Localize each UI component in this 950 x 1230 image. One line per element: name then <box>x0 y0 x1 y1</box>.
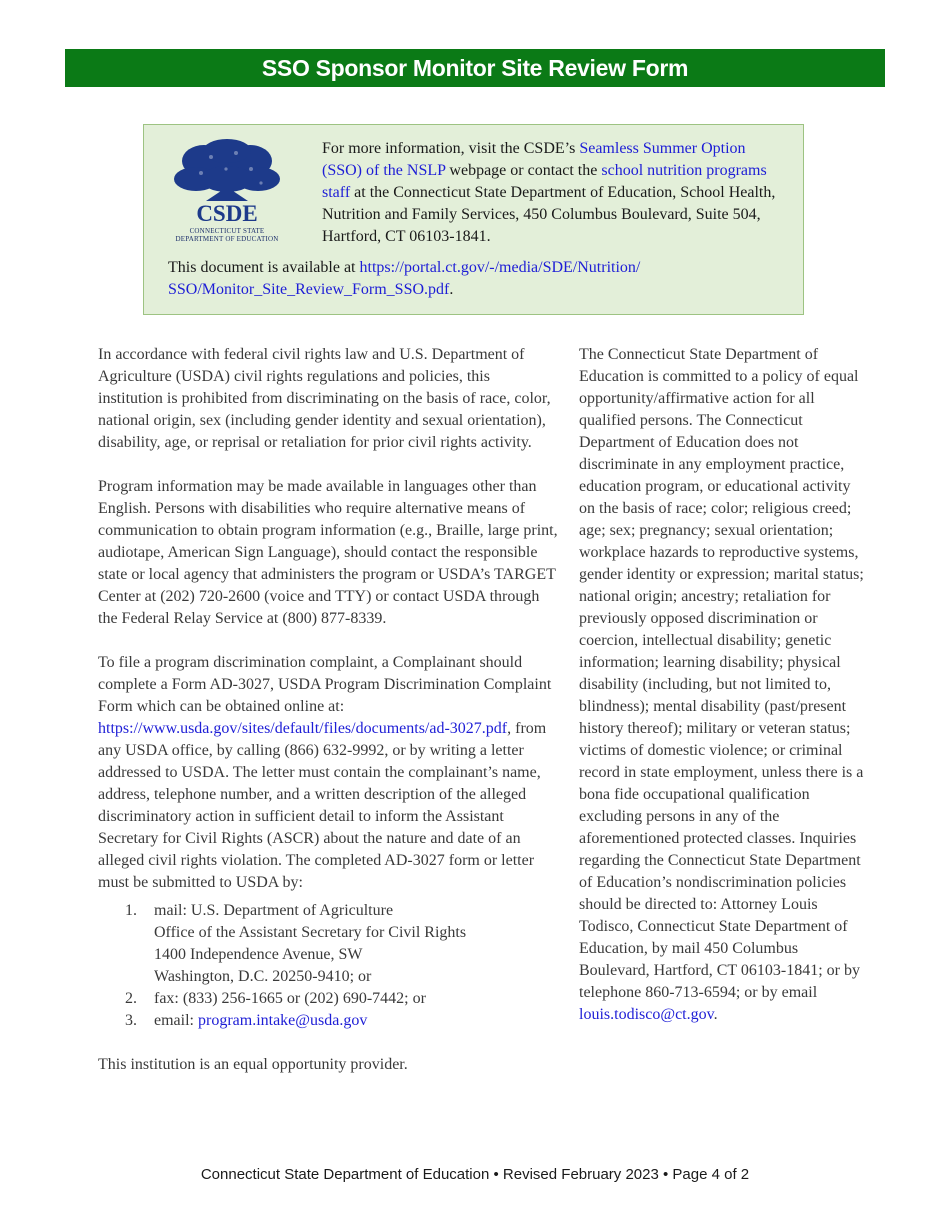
ad-3027-link[interactable]: https://www.usda.gov/sites/default/files/documents/ad-3027.pdf <box>98 720 508 737</box>
list-item: 2. fax: (833) 256-1665 or (202) 690-7442; or <box>125 990 426 1007</box>
usda-email-link[interactable]: program.intake@usda.gov <box>197 1012 368 1029</box>
availability-paragraph: This document is available at https://portal.ct.gov/-/media/SDE/Nutrition/ SSO/Monitor_Site_Review_Form_SSO.pdf. <box>168 259 641 298</box>
civil-rights-paragraph: In accordance with federal civil rights law and U.S. Department of Agriculture (USDA) civil rights regulations and policies, this institution is prohibited from discriminating on the basis of race, color, national origin, sex (including gender identity and sexual orientation), disability, age, or reprisal or retaliation for prior civil rights activity. <box>98 346 551 451</box>
list-item: 1. mail: U.S. Department of Agriculture Office of the Assistant Secretary for Civil Rights 1400 Independence Avenue, SW Washington, D.C. 20250-9410; or <box>125 902 467 985</box>
program-info-paragraph: Program information may be made available in languages other than English. Persons with disabilities who require alternative means of communication to obtain program information (e.g., Braille, large print, audiotape, American Sign Language), should contact the responsible state or local agency that administers the program or USDA’s TARGET Center at (202) 720-2600 (voice and TTY) or contact USDA through the Federal Relay Service at (800) 877-8339. <box>98 478 558 627</box>
sso-nslp-link[interactable]: Seamless Summer Option (SSO) of the NSLP <box>322 140 746 179</box>
page-footer: Connecticut State Department of Education • Revised February 2023 • Page 4 of 2 <box>200 1166 750 1183</box>
csde-nondiscrimination-column <box>579 344 864 1026</box>
csde-policy-paragraph: The Connecticut State Department of Education is committed to a policy of equal opportunity/affirmative action for all qualified persons. The Connecticut Department of Education does not discriminate in any employment practice, education program, or educational activity on the basis of race; color; religious creed; age; sex; pregnancy; sexual orientation; workplace hazards to reproductive systems, gender identity or expression; marital status; national origin; ancestry; retaliation for previously opposed discrimination or coercion, intellectual disability; genetic information; learning disability; physical disability (including, but not limited to, blindness); mental disability (past/present history thereof); military or veteran status; victims of domestic violence; or criminal record in state employment, unless there is a bona fide occupational qualification excluding persons in any of the aforementioned protected classes. Inquiries regarding the Connecticut State Department of Education’s nondiscrimination policies should be directed to: Attorney Louis Todisco, Connecticut State Department of Education, by mail 450 Columbus Boulevard, Hartford, CT 06103-1841; or by telephone 860-713-6594; or by email louis.todisco@ct.gov. <box>579 346 864 1023</box>
nutrition-staff-link[interactable]: school nutrition programs staff <box>322 162 767 201</box>
usda-nondiscrimination-column <box>98 344 558 1076</box>
document-url-link[interactable]: https://portal.ct.gov/-/media/SDE/Nutrition/ SSO/Monitor_Site_Review_Form_SSO.pdf <box>168 259 641 298</box>
oak-tree-icon <box>166 139 288 225</box>
submission-methods-list <box>98 900 558 1032</box>
todisco-email-link[interactable]: louis.todisco@ct.gov <box>579 1006 714 1023</box>
info-paragraph: For more information, visit the CSDE’s Seamless Summer Option (SSO) of the NSLP webpage or contact the school nutrition programs staff at the Connecticut State Department of Education, School Health, Nutrition and Family Services, 450 Columbus Boulevard, Suite 504, Hartford, CT 06103-1841. <box>322 140 776 245</box>
logo-abbr: CSDE <box>196 201 258 225</box>
complaint-paragraph: To file a program discrimination complaint, a Complainant should complete a Form AD-3027, USDA Program Discrimination Complaint Form which can be obtained online at: https://www.usda.gov/sites/default/files/documents/ad-3027.pdf, from any USDA office, by calling (866) 632-9992, or by writing a letter addressed to USDA. The letter must contain the complainant’s name, address, telephone number, and a written description of the alleged discriminatory action in sufficient detail to inform the Assistant Secretary for Civil Rights (ASCR) about the nature and date of an alleged civil rights violation. The completed AD-3027 form or letter must be submitted to USDA by: <box>98 654 552 891</box>
page-title: SSO Sponsor Monitor Site Review Form <box>65 49 885 87</box>
equal-opportunity-statement: This institution is an equal opportunity provider. <box>98 1056 408 1073</box>
list-item: 3. email: program.intake@usda.gov <box>125 1012 368 1029</box>
info-box <box>143 124 804 315</box>
logo-subtitle: CONNECTICUT STATE DEPARTMENT OF EDUCATION <box>175 227 279 243</box>
csde-logo <box>166 139 288 247</box>
